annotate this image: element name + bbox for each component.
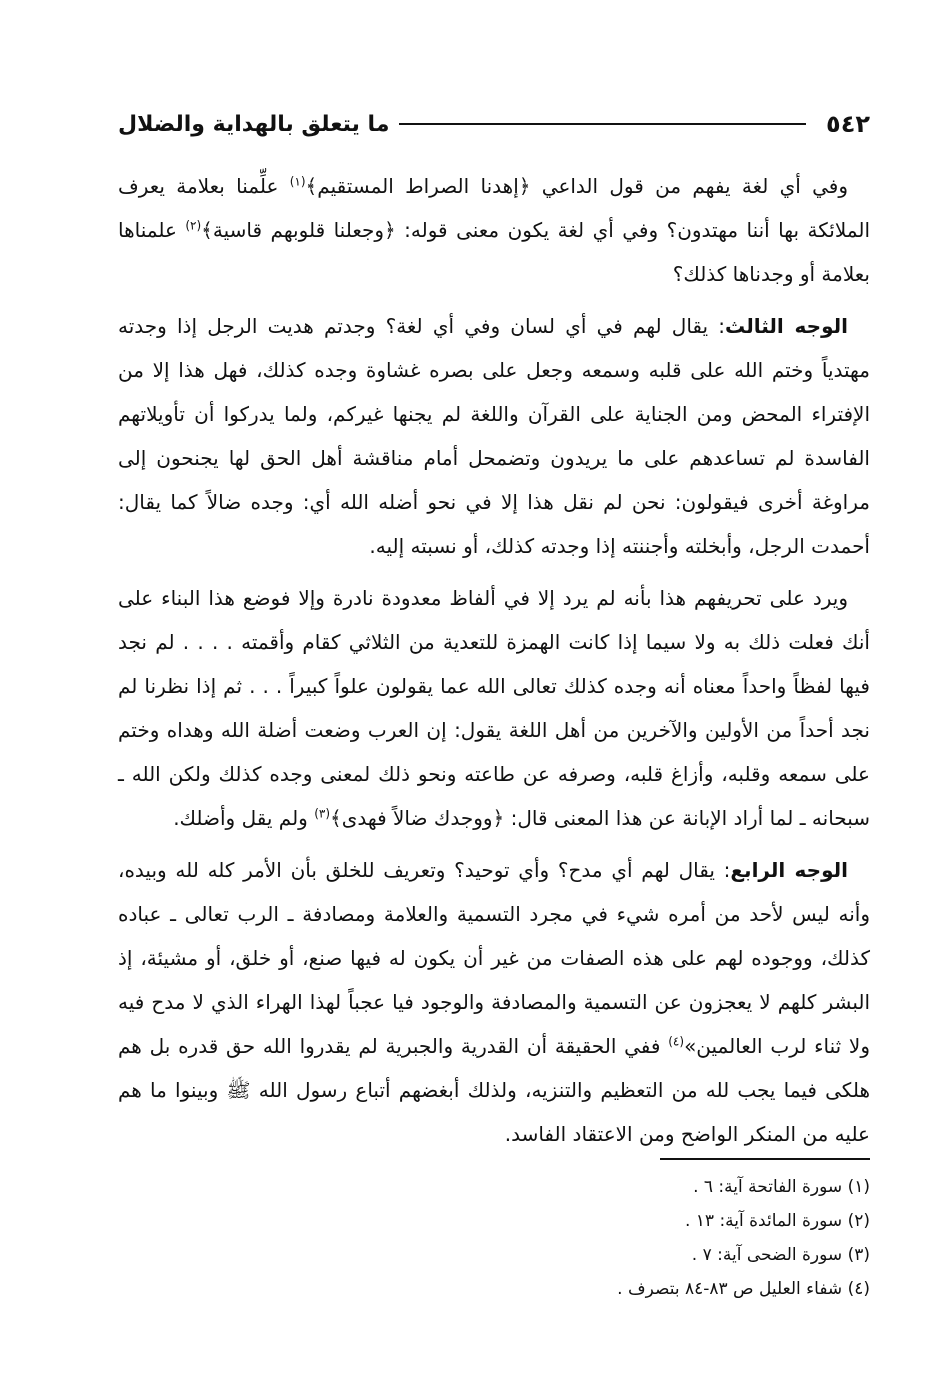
section-lead: الوجه الرابع bbox=[730, 858, 848, 882]
page-number: ٥٤٢ bbox=[826, 110, 870, 138]
footnote: (٣) سورة الضحى آية: ٧ . bbox=[691, 1245, 870, 1265]
footnotes bbox=[118, 1170, 870, 1306]
footnote-ref: (٣) bbox=[314, 806, 331, 821]
paragraph: الوجه الثالث: يقال لهم في أي لسان وفي أي لغة؟ وجدتم هديت الرجل إذا وجدته مهتدياً وختم الله على قلبه وسمعه وجعل على بصره غشاوة وجده كذلك، فهل هذا إلا من الإفتراء المحض ومن الجناية على القرآن واللغة لم يجنها غيركم، ولما يدركوا أن تأويلاتهم الفاسدة لم تساعدهم على ما يريدون وتضمحل أمام مناقشة أهل الحق لها يجنحون إلى مراوغة أخرى فيقولون: نحن لم نقل هذا إلا في نحو أضله الله أي: وجده ضالاً كما يقال: أحمدت الرجل، وأبخلته وأجننته إذا وجدته كذلك، أو نسبته إليه. bbox=[118, 314, 870, 558]
page-header bbox=[118, 104, 870, 144]
paragraph: ويرد على تحريفهم هذا بأنه لم يرد إلا في ألفاظ معدودة نادرة وإلا فوضع هذا البناء على أنك فعلت ذلك به ولا سيما إذا كانت الهمزة للتعدية من الثلاثي كقام وأقمته . . . . لم نجد فيها لفظاً واحداً معناه أنه وجده كذلك تعالى الله عما يقولون علواً كبيراً . . . ثم إذا نظرنا لم نجد أحداً من الأولين والآخرين من أهل اللغة يقول: إن العرب وضعت أضلة الله وهداه وختم على سمعه وقلبه، وأزاغ قلبه، وصرفه عن طاعته ونحو ذلك لمعنى وجده كذلك ولكن الله ـ سبحانه ـ لما أراد الإبانة عن هذا المعنى قال: ﴿ووجدك ضالاً فهدى﴾$^{(٣)}$ ولم يقل وأضلك. bbox=[118, 586, 870, 830]
header-rule bbox=[399, 123, 806, 125]
footnote-ref: (١) bbox=[289, 174, 306, 189]
footnote: (١) سورة الفاتحة آية: ٦ . bbox=[693, 1177, 870, 1197]
section-lead: الوجه الثالث bbox=[725, 314, 849, 338]
paragraph: الوجه الرابع: يقال لهم أي مدح؟ وأي توحيد؟ وتعريف للخلق بأن الأمر كله لله وبيده، وأنه ليس لأحد من أمره شيء في مجرد التسمية والعلامة ومصادفة ـ الرب تعالى ـ عباده كذلك، ووجوده لهم على هذه الصفات من غير أن يكون له فيها صنع، أو خلق، أو مشيئة، إذ البشر كلهم لا يعجزون عن التسمية والمصادفة والوجود فيا عجباً لهذا الهراء الذي لا مدح فيه ولا ثناء لرب العالمين»$^{(٤)}$ ففي الحقيقة أن القدرية والجبرية لم يقدروا الله حق قدره بل هم هلكى فيما يجب لله من التعظيم والتنزيه، ولذلك أبغضهم أتباع رسول الله ﷺ وبينوا ما هم عليه من المنكر الواضح ومن الاعتقاد الفاسد. bbox=[118, 858, 870, 1146]
footnote-ref: (٢) bbox=[185, 218, 202, 233]
footnote-separator bbox=[660, 1158, 870, 1160]
footnote: (٢) سورة المائدة آية: ١٣ . bbox=[684, 1211, 870, 1231]
footnote: (٤) شفاء العليل ص ٨٣-٨٤ بتصرف . bbox=[617, 1279, 870, 1299]
paragraph: وفي أي لغة يفهم من قول الداعي ﴿إهدنا الصراط المستقيم﴾$^{(١)}$ علِّمنا بعلامة يعرف الملائكة بها أننا مهتدون؟ وفي أي لغة يكون معنى قوله: ﴿وجعلنا قلوبهم قاسية﴾$^{(٢)}$ علمناها بعلامة أو وجدناها كذلك؟ bbox=[118, 174, 870, 286]
main-text bbox=[118, 164, 870, 1164]
running-title: ما يتعلق بالهداية والضلال bbox=[118, 111, 390, 137]
footnote-ref: (٤) bbox=[668, 1034, 685, 1049]
